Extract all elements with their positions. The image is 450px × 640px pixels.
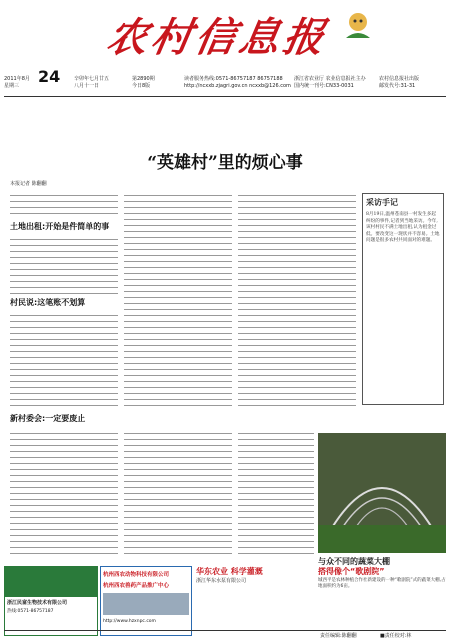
date-prefix: 2011年8月 — [4, 76, 30, 82]
article-col-5 — [124, 428, 232, 558]
ad3-sub: 浙江华东水泵有限公司 — [196, 578, 247, 584]
headline: “英雄村”里的烦心事 — [147, 153, 303, 173]
ad-minfu — [4, 566, 98, 636]
lunar-date-2: 八月十一日 — [74, 83, 100, 89]
ad2-url: http://www.hzxnpc.com — [103, 619, 156, 624]
photo-title: 与众不同的蔬菜大棚 — [318, 557, 390, 566]
greenhouse-image — [318, 433, 446, 553]
website: http://ncxxb.zjagri.gov.cn ncxxb@126.com — [184, 83, 291, 89]
interview-notes-title: 采访手记 — [366, 198, 398, 207]
interview-notes-box — [362, 193, 444, 405]
masthead — [8, 4, 442, 60]
mascot-icon — [338, 10, 378, 44]
page-count: 今日8版 — [132, 83, 151, 89]
greenhouse-photo — [318, 433, 446, 553]
ad2-name: 杭州西农动物科技有限公司 — [103, 572, 170, 578]
article-col-1b — [10, 310, 118, 410]
ad2-sub: 杭州西农兽药产品推广中心 — [103, 583, 170, 589]
hotline: 读者服务热线:0571-86757187 86757188 — [184, 76, 283, 82]
postal-code: 邮发代号:31-31 — [379, 83, 416, 89]
cn-number: 国内统一刊号:CN33-0031 — [294, 83, 354, 89]
footer-editor: 责任编辑:陈翻翻 — [320, 633, 357, 639]
top-rule — [4, 96, 446, 97]
article-col-1a — [10, 234, 118, 294]
section-heading-1: 土地出租:开始是件简单的事 — [10, 222, 110, 231]
publisher: 浙江省农业厅 农业信息报社主办 — [294, 76, 366, 82]
issue-number: 第2890期 — [132, 76, 155, 82]
ad-xinong — [100, 566, 192, 636]
section-heading-2: 村民说:这笔账不划算 — [10, 298, 86, 307]
photo-caption: 城西平是农林种植合作社新建设的一种“歌剧院”式的蔬菜大棚,占地面积约为6亩。 — [318, 578, 446, 589]
ad-huadong — [196, 566, 314, 636]
footer-rule — [4, 630, 446, 631]
article-intro — [10, 190, 118, 218]
masthead-title: 农村信息报 — [103, 14, 332, 61]
footer-design: ■责任校对:林 — [380, 633, 412, 639]
byline: 本报记者 陈翻翻 — [10, 181, 47, 187]
dateline — [4, 67, 446, 96]
newspaper-publisher: 农村信息报社出版 — [379, 76, 420, 82]
article-col-6 — [238, 428, 314, 558]
section-heading-3: 新村委会:一定要废止 — [10, 414, 86, 423]
ad1-name: 浙江民富生物技术有限公司 — [7, 600, 68, 606]
photo-subtitle: 搭得像个“歌剧院” — [318, 567, 385, 576]
ad1-hotline: 热线:0571-86757187 — [7, 609, 54, 614]
ad3-name: 华东农业 科学灌溉 — [196, 567, 263, 576]
article-col-2 — [124, 190, 232, 410]
date-day: 24 — [38, 67, 61, 86]
interview-notes-text: 8月19日,温州苍南县一村发生多起纠纷的事件,记者到当地采访。今年,该村村民不满土地出租,认为租金过低。要改变这一现状并不容易。土地问题是很多农村共同面对的难题。 — [366, 212, 440, 244]
article-col-4 — [10, 428, 118, 558]
weekday: 星期三 — [4, 83, 20, 89]
lunar-date: 辛卯年七月廿五 — [74, 76, 110, 82]
article-col-3 — [238, 190, 356, 410]
